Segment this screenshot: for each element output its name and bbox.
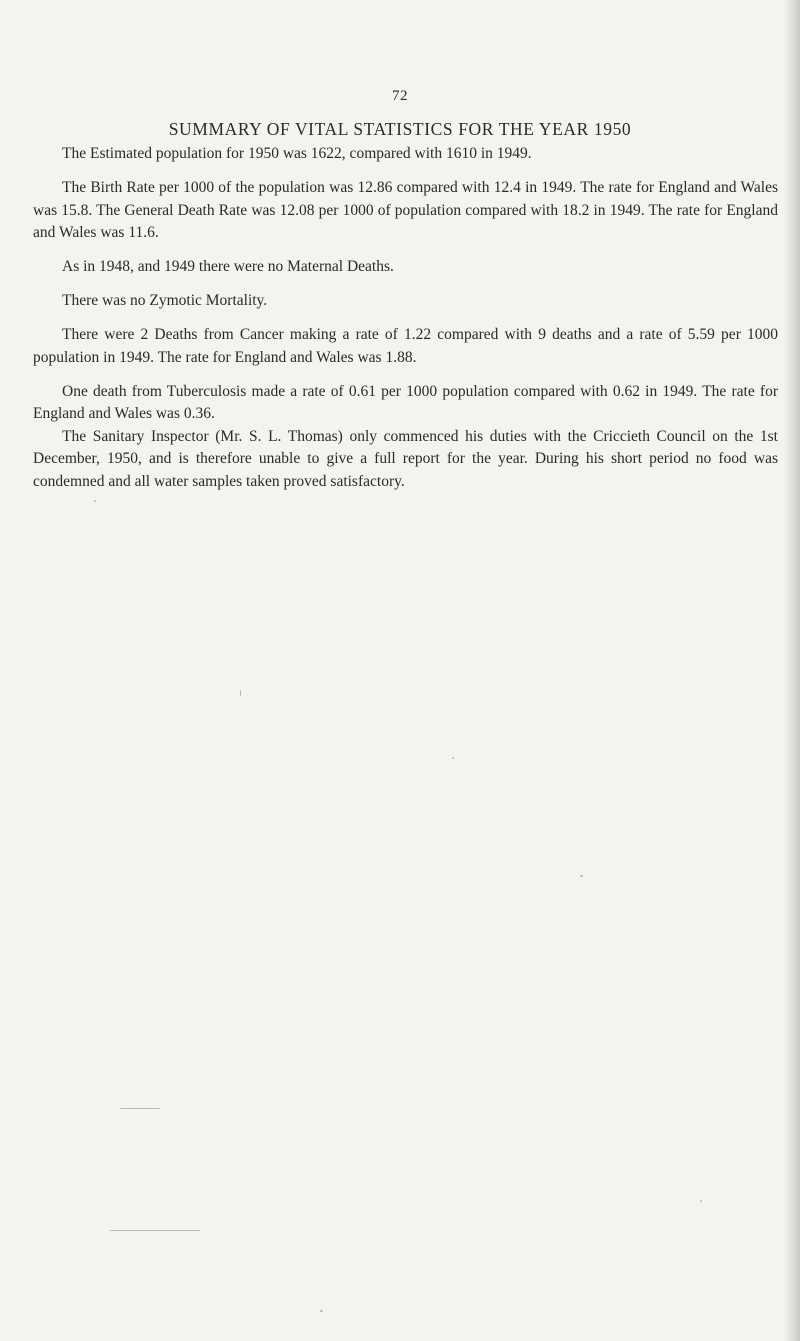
page-number: 72 xyxy=(392,88,408,104)
paragraph-cancer-deaths: There were 2 Deaths from Cancer making a rate of 1.22 compared with 9 deaths and a rate of 5.59 per 1000 population in 1949. The rate for England and Wales was 1.88. xyxy=(33,326,778,366)
document-body xyxy=(33,140,778,493)
scan-speck xyxy=(700,1200,702,1202)
scan-speck xyxy=(110,1230,200,1231)
scan-speck xyxy=(240,690,241,696)
paragraph-birth-death-rates: The Birth Rate per 1000 of the population was 12.86 compared with 12.4 in 1949. The rate for England and Wales was 15.8. The General Death Rate was 12.08 per 1000 of population compared with 18.2 in 1949. The rate for England and Wales was 11.6. xyxy=(33,179,778,241)
scan-speck xyxy=(580,875,583,877)
scan-speck xyxy=(320,1310,323,1312)
scan-speck xyxy=(94,500,96,502)
page-title: SUMMARY OF VITAL STATISTICS FOR THE YEAR 1950 xyxy=(168,119,632,139)
scan-speck xyxy=(120,1108,160,1109)
paragraph-population: The Estimated population for 1950 was 1622, compared with 1610 in 1949. xyxy=(62,145,532,162)
paragraph-zymotic-mortality: There was no Zymotic Mortality. xyxy=(62,292,268,309)
page-edge-shadow xyxy=(784,0,800,1341)
scan-speck xyxy=(452,757,454,759)
paragraph-maternal-deaths: As in 1948, and 1949 there were no Maternal Deaths. xyxy=(62,258,394,275)
paragraph-sanitary-inspector: The Sanitary Inspector (Mr. S. L. Thomas) only commenced his duties with the Criccieth Council on the 1st December, 1950, and is therefore unable to give a full report for the year. During his short period no food was condemned and all water samples taken proved satisfactory. xyxy=(33,427,778,490)
paragraph-tuberculosis: One death from Tuberculosis made a rate of 0.61 per 1000 population compared with 0.62 in 1949. The rate for England and Wales was 0.36. xyxy=(33,382,778,422)
